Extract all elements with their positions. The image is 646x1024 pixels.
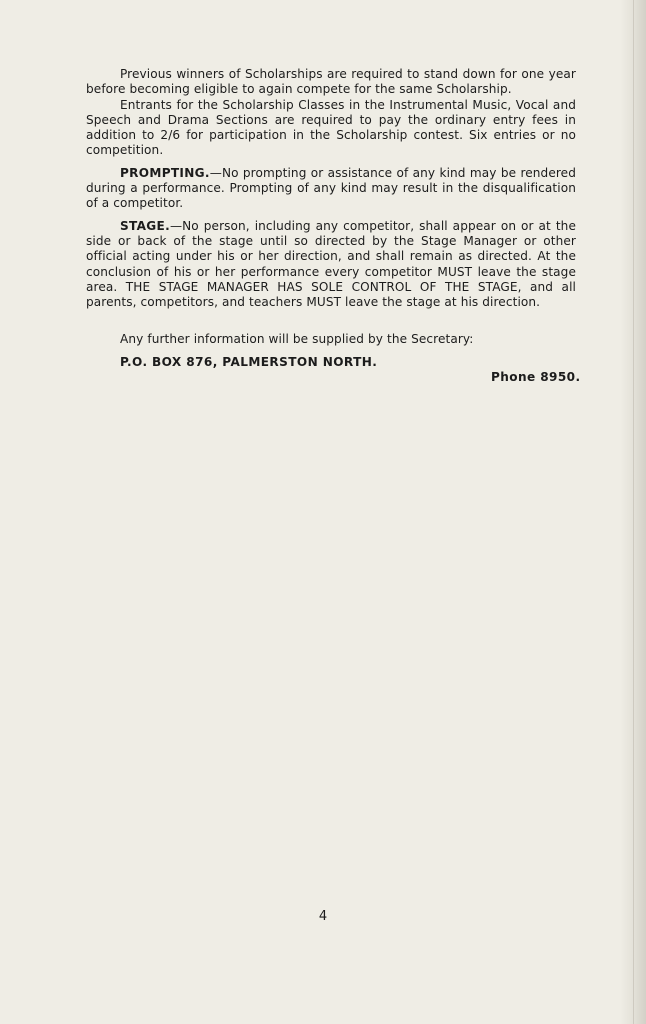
stage-paragraph [86,219,576,311]
prompting-paragraph [86,166,576,212]
further-info-paragraph: Any further information will be supplied by the Secretary: [120,332,474,347]
prompting-heading: PROMPTING. [120,165,210,180]
page-number: 4 [318,909,328,924]
body-text [86,67,576,370]
scholarship-entrants-paragraph: Entrants for the Scholarship Classes in the Instrumental Music, Vocal and Speech and Drama Sections are required to pay the ordinary entry fees in addition to 2/6 for participation in the Scholarship contest. Six entries or no competition. [86,97,576,158]
prompting-body: —No prompting or assistance of any kind may be rendered during a performance. Prompting of any kind may result in the disqualification of a competitor. [86,165,576,211]
stage-body: —No person, including any competitor, shall appear on or at the side or back of the stage until so directed by the Stage Manager or other official acting under his or her direction, and shall remain as directed. At the conclusion of his or her performance every competitor MUST leave the stage area. THE STAGE MANAGER HAS SOLE CONTROL OF THE STAGE, and all parents, competitors, and teachers MUST leave the stage at his direction. [86,218,576,310]
phone-line: Phone 8950. [491,370,581,384]
stage-heading: STAGE. [120,218,170,233]
scholarship-winners-paragraph: Previous winners of Scholarships are required to stand down for one year before becoming eligible to again compete for the same Scholarship. [86,67,576,97]
address-line: P.O. BOX 876, PALMERSTON NORTH. [120,354,378,369]
page-fold-line [633,0,634,1024]
